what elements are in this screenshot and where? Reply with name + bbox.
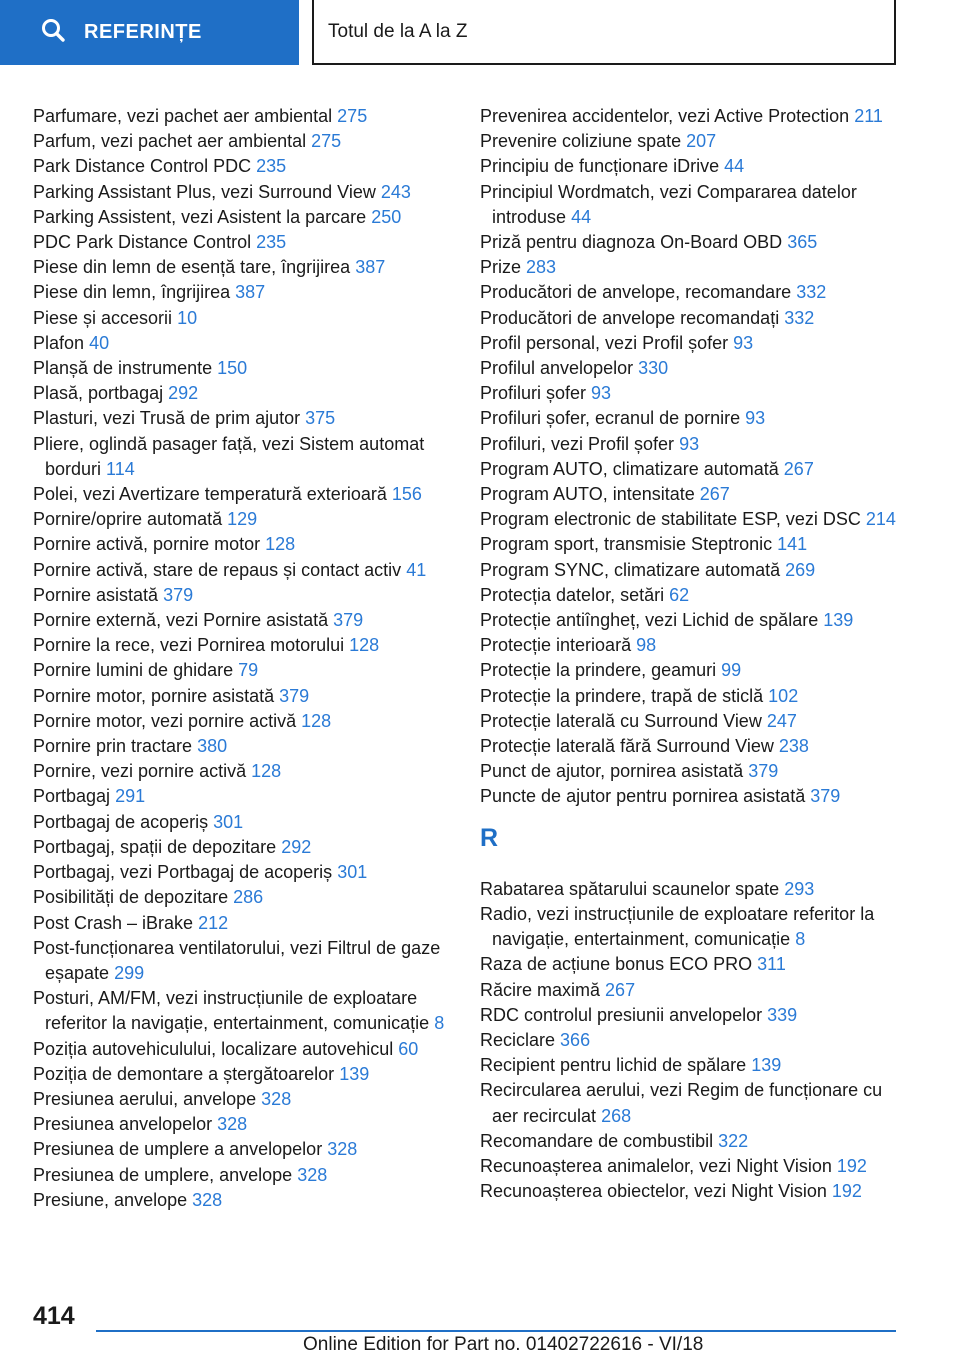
index-entry [480,709,900,734]
page-reference-link[interactable]: 114 [106,458,135,479]
index-entry-text: Producători de anvelope, recomandare [480,282,792,303]
page-reference-link[interactable]: 339 [767,1004,798,1025]
index-entry [33,911,453,936]
references-tab[interactable] [0,0,299,65]
page-reference-link[interactable]: 128 [265,534,296,555]
page-reference-link[interactable]: 379 [748,761,779,782]
page-reference-link[interactable]: 379 [810,786,841,807]
page-reference-link[interactable]: 250 [371,206,402,227]
page-reference-link[interactable]: 139 [339,1063,370,1084]
page-reference-link[interactable]: 375 [305,408,336,429]
page-reference-link[interactable]: 156 [391,484,422,505]
page-reference-link[interactable]: 60 [398,1038,419,1059]
page-reference-link[interactable]: 99 [721,660,742,681]
index-entry-text: Profiluri șofer, ecranul de pornire [480,408,741,429]
index-entry-text: Protecție laterală fără Surround View [480,736,774,757]
index-entry [480,532,900,557]
page-reference-link[interactable]: 328 [297,1164,328,1185]
footer-divider [96,1330,896,1332]
page-reference-link[interactable]: 301 [337,862,368,883]
index-entry-text: Pornire la rece, vezi Pornirea motorului [33,635,345,656]
index-entry-text: Portbagaj [33,786,111,807]
index-entry [480,1003,900,1028]
index-entry-text: Parking Assistant Plus, vezi Surround View [33,181,376,202]
index-entry [33,154,453,179]
page-reference-link[interactable]: 235 [256,232,287,253]
page-reference-link[interactable]: 93 [591,383,612,404]
page-reference-link[interactable]: 139 [751,1055,782,1076]
page-reference-link[interactable]: 365 [787,232,818,253]
index-entry [33,507,453,532]
index-entry-text: Plafon [33,332,85,353]
page-reference-link[interactable]: 207 [686,131,717,152]
index-entry [480,457,900,482]
index-entry [33,936,453,986]
index-entry [33,356,453,381]
page-reference-link[interactable]: 293 [784,878,815,899]
index-entry-text: Program AUTO, climatizare automată [480,458,779,479]
index-entry [33,1163,453,1188]
index-entry-text: Program electronic de stabilitate ESP, vezi DSC [480,509,861,530]
page-reference-link[interactable]: 141 [777,534,808,555]
index-entry-text: Pornire, vezi pornire activă [33,761,247,782]
page-reference-link[interactable]: 79 [238,660,259,681]
index-entry-text: Plasă, portbagaj [33,383,164,404]
index-entry-text: Punct de ajutor, pornirea asistată [480,761,744,782]
index-entry-text: Posturi, AM/FM, vezi instrucțiunile de exploatare referitor la navigație, entertainment, comunicație [33,988,430,1034]
index-entry [480,482,900,507]
search-icon [40,17,84,49]
index-entry [33,406,453,431]
index-entry [33,658,453,683]
index-entry [480,129,900,154]
index-entry-text: Portbagaj de acoperiș [33,811,209,832]
index-entry-text: Profil personal, vezi Profil șofer [480,332,729,353]
page-number: 414 [33,1302,75,1330]
page-reference-link[interactable]: 269 [785,559,816,580]
index-entry [33,104,453,129]
index-entry [480,507,900,532]
index-entry-text: Prize [480,257,522,278]
index-entry [480,1053,900,1078]
page-reference-link[interactable]: 292 [281,836,312,857]
index-entry-text: Producători de anvelope recomandați [480,307,780,328]
page-reference-link[interactable]: 93 [745,408,766,429]
index-entry-text: Presiunea aerului, anvelope [33,1088,257,1109]
page-reference-link[interactable]: 275 [337,106,368,126]
index-entry [480,978,900,1003]
index-entry-text: RDC controlul presiunii anvelopelor [480,1004,763,1025]
index-entry [33,633,453,658]
page-reference-link[interactable]: 139 [823,610,854,631]
page-reference-link[interactable]: 299 [114,962,145,983]
index-entry [480,558,900,583]
index-entry-text: Presiunea de umplere a anvelopelor [33,1139,323,1160]
page-reference-link[interactable]: 267 [699,484,730,505]
index-entry [33,608,453,633]
index-entry-text: Recircularea aerului, vezi Regim de funcționare cu aer recirculat [480,1080,883,1126]
index-entry [33,1087,453,1112]
index-column-right [480,104,900,1204]
index-entry [33,280,453,305]
index-column-left [33,104,453,1213]
page-reference-link[interactable]: 8 [795,929,806,950]
page-reference-link[interactable]: 238 [778,736,809,757]
index-entry [33,583,453,608]
index-entry [33,180,453,205]
index-entry [33,684,453,709]
index-entry-text: Recunoașterea obiectelor, vezi Night Vision [480,1181,827,1202]
index-entry [33,432,453,482]
page-reference-link[interactable]: 328 [261,1088,292,1109]
page-reference-link[interactable]: 330 [638,358,669,379]
index-entry [33,1137,453,1162]
index-entry [33,1062,453,1087]
index-entry-text: Polei, vezi Avertizare temperatură exterioară [33,484,387,505]
index-entry-text: Plasturi, vezi Trusă de prim ajutor [33,408,301,429]
index-entry-text: Pornire motor, vezi pornire activă [33,710,297,731]
index-entry-text: Presiune, anvelope [33,1189,188,1210]
index-entry-text: Prevenirea accidentelor, vezi Active Protection [480,106,850,126]
index-entry [480,1078,900,1128]
index-entry [480,1129,900,1154]
index-entry-text: Protecția datelor, setări [480,584,665,605]
index-entry-text: Presiunea de umplere, anvelope [33,1164,293,1185]
page-reference-link[interactable]: 235 [256,156,287,177]
page-reference-link[interactable]: 268 [601,1105,632,1126]
index-entry-text: Protecție la prindere, geamuri [480,660,717,681]
index-entry [480,255,900,280]
page-reference-link[interactable]: 44 [724,156,745,177]
index-entry [480,306,900,331]
index-entry-text: Recipient pentru lichid de spălare [480,1055,747,1076]
index-entry [480,1028,900,1053]
index-entry [480,406,900,431]
page-reference-link[interactable]: 328 [327,1139,358,1160]
index-entry-text: PDC Park Distance Control [33,232,252,253]
index-entry-text: Radio, vezi instrucțiunile de exploatare referitor la navigație, entertainment, comunicație [480,903,875,950]
index-entry [480,759,900,784]
index-entry-text: Park Distance Control PDC [33,156,252,177]
index-entry [480,230,900,255]
page-reference-link[interactable]: 62 [669,584,690,605]
index-entry-text: Program SYNC, climatizare automată [480,559,781,580]
index-entry-text: Rabatarea spătarului scaunelor spate [480,878,780,899]
index-entry-text: Pliere, oglindă pasager față, vezi Sistem automat borduri [33,433,425,479]
page-reference-link[interactable]: 379 [279,685,310,706]
index-entry-text: Post Crash – iBrake [33,912,194,933]
page-reference-link[interactable]: 328 [217,1114,248,1135]
index-entry-text: Piese și accesorii [33,307,173,328]
index-entry [33,759,453,784]
index-entry [33,709,453,734]
page-reference-link[interactable]: 267 [605,979,636,1000]
page-reference-link[interactable]: 214 [865,509,896,530]
page-reference-link[interactable]: 283 [526,257,557,278]
page-reference-link[interactable]: 387 [355,257,386,278]
index-entry-text: Puncte de ajutor pentru pornirea asistată [480,786,806,807]
index-entry-text: Protecție la prindere, trapă de sticlă [480,685,764,706]
page-reference-link[interactable]: 40 [89,332,110,353]
page-reference-link[interactable]: 366 [560,1029,591,1050]
index-entry-text: Poziția autovehiculului, localizare autovehicul [33,1038,394,1059]
index-entry [33,784,453,809]
index-entry [33,1188,453,1213]
page-reference-link[interactable]: 387 [235,282,266,303]
index-entry-text: Recunoașterea animalelor, vezi Night Vision [480,1155,832,1176]
index-entry-text: Profiluri șofer [480,383,587,404]
index-entry-text: Prevenire coliziune spate [480,131,682,152]
index-entry [33,986,453,1036]
index-entry-text: Pornire activă, stare de repaus și contact activ [33,559,402,580]
letter-heading: R [480,823,499,852]
index-entry [480,1154,900,1179]
index-entry [480,154,900,179]
references-tab-label: REFERINȚE [84,21,202,43]
index-entry [33,205,453,230]
page-reference-link[interactable]: 292 [168,383,199,404]
index-entry [33,558,453,583]
index-entry-text: Portbagaj, spații de depozitare [33,836,277,857]
index-entry-text: Priză pentru diagnoza On-Board OBD [480,232,783,253]
page-reference-link[interactable]: 10 [177,307,198,328]
index-entry-text: Parking Assistent, vezi Asistent la parcare [33,206,367,227]
index-entry-text: Recomandare de combustibil [480,1130,714,1151]
page-reference-link[interactable]: 8 [434,1013,445,1034]
section-title: Totul de la A la Z [328,20,468,42]
index-entry [480,356,900,381]
index-entry-text: Reciclare [480,1029,556,1050]
index-entry [480,734,900,759]
index-entry [33,129,453,154]
index-entry-text: Pornire/oprire automată [33,509,223,530]
index-entry-text: Planșă de instrumente [33,358,213,379]
index-entry [33,734,453,759]
page-reference-link[interactable]: 192 [831,1181,862,1202]
index-entry-text: Profiluri, vezi Profil șofer [480,433,675,454]
index-group-p [480,104,900,810]
page-reference-link[interactable]: 275 [311,131,342,152]
index-entry [480,684,900,709]
index-entry-text: Poziția de demontare a ștergătoarelor [33,1063,335,1084]
index-entry-text: Post-funcționarea ventilatorului, vezi Filtrul de gaze eșapate [33,937,441,983]
index-entry [33,835,453,860]
index-entry-text: Pornire externă, vezi Pornire asistată [33,610,329,631]
page-reference-link[interactable]: 247 [766,710,797,731]
page-reference-link[interactable]: 128 [349,635,380,656]
index-group-r [480,877,900,1205]
page-reference-link[interactable]: 211 [854,106,883,126]
page-reference-link[interactable]: 129 [227,509,258,530]
page-reference-link[interactable]: 379 [333,610,364,631]
index-entry-text: Pornire lumini de ghidare [33,660,234,681]
page-reference-link[interactable]: 322 [718,1130,749,1151]
index-entry [33,482,453,507]
index-entry-text: Program AUTO, intensitate [480,484,695,505]
index-entry [480,658,900,683]
index-entry [33,255,453,280]
index-entry [33,306,453,331]
page-reference-link[interactable]: 286 [233,887,264,908]
index-entry-text: Profilul anvelopelor [480,358,634,379]
page-reference-link[interactable]: 150 [217,358,248,379]
index-entry [480,1179,900,1204]
index-entry [33,1037,453,1062]
index-entry-text: Piese din lemn de esență tare, îngrijirea [33,257,351,278]
page-reference-link[interactable]: 332 [784,307,815,328]
index-entry [480,608,900,633]
index-entry [480,877,900,902]
page-reference-link[interactable]: 93 [733,332,754,353]
index-entry-text: Pornire activă, pornire motor [33,534,261,555]
index-entry-text: Protecție antiîngheț, vezi Lichid de spălare [480,610,819,631]
page-reference-link[interactable]: 311 [757,954,786,975]
index-entry [33,1112,453,1137]
index-entry-text: Parfum, vezi pachet aer ambiental [33,131,307,152]
index-entry [33,532,453,557]
index-entry [480,633,900,658]
index-entry-text: Pornire prin tractare [33,736,193,757]
index-entry [480,280,900,305]
index-entry-text: Principiul Wordmatch, vezi Compararea datelor introduse [480,181,857,227]
index-entry-text: Pornire motor, pornire asistată [33,685,275,706]
page-reference-link[interactable]: 332 [796,282,827,303]
index-entry [480,104,900,129]
index-entry-text: Parfumare, vezi pachet aer ambiental [33,106,333,126]
index-entry [33,381,453,406]
page-reference-link[interactable]: 291 [115,786,146,807]
index-entry-text: Posibilități de depozitare [33,887,229,908]
index-entry-text: Răcire maximă [480,979,601,1000]
page-reference-link[interactable]: 328 [192,1189,223,1210]
index-entry [480,381,900,406]
index-entry-text: Presiunea anvelopelor [33,1114,213,1135]
page-reference-link[interactable]: 212 [198,912,229,933]
page-reference-link[interactable]: 301 [213,811,244,832]
page-reference-link[interactable]: 41 [406,559,427,580]
index-entry [480,902,900,952]
page-reference-link[interactable]: 102 [768,685,799,706]
index-entry-text: Principiu de funcționare iDrive [480,156,720,177]
index-entry [33,230,453,255]
index-entry [480,784,900,809]
index-entry-text: Protecție laterală cu Surround View [480,710,762,731]
index-entry [33,810,453,835]
page-reference-link[interactable]: 243 [380,181,411,202]
index-entry-text: Pornire asistată [33,584,159,605]
index-entry-text: Protecție interioară [480,635,632,656]
page-reference-link[interactable]: 98 [636,635,657,656]
page-reference-link[interactable]: 380 [197,736,228,757]
page-reference-link[interactable]: 192 [836,1155,867,1176]
page-reference-link[interactable]: 267 [783,458,814,479]
index-entry-text: Program sport, transmisie Steptronic [480,534,773,555]
index-entry [33,331,453,356]
index-entry [480,952,900,977]
index-entry [480,331,900,356]
index-entry [480,432,900,457]
page-reference-link[interactable]: 128 [251,761,282,782]
index-entry-text: Portbagaj, vezi Portbagaj de acoperiș [33,862,333,883]
index-entry-text: Piese din lemn, îngrijirea [33,282,231,303]
page-reference-link[interactable]: 93 [679,433,700,454]
index-entry [33,885,453,910]
page-reference-link[interactable]: 128 [301,710,332,731]
index-entry [480,180,900,230]
section-title-tab[interactable] [312,0,896,65]
page-reference-link[interactable]: 44 [571,206,592,227]
page-reference-link[interactable]: 379 [163,584,194,605]
index-entry [33,860,453,885]
index-entry [480,583,900,608]
index-entry-text: Raza de acțiune bonus ECO PRO [480,954,753,975]
edition-footer: Online Edition for Part no. 01402722616 - VI/18 [303,1334,704,1355]
